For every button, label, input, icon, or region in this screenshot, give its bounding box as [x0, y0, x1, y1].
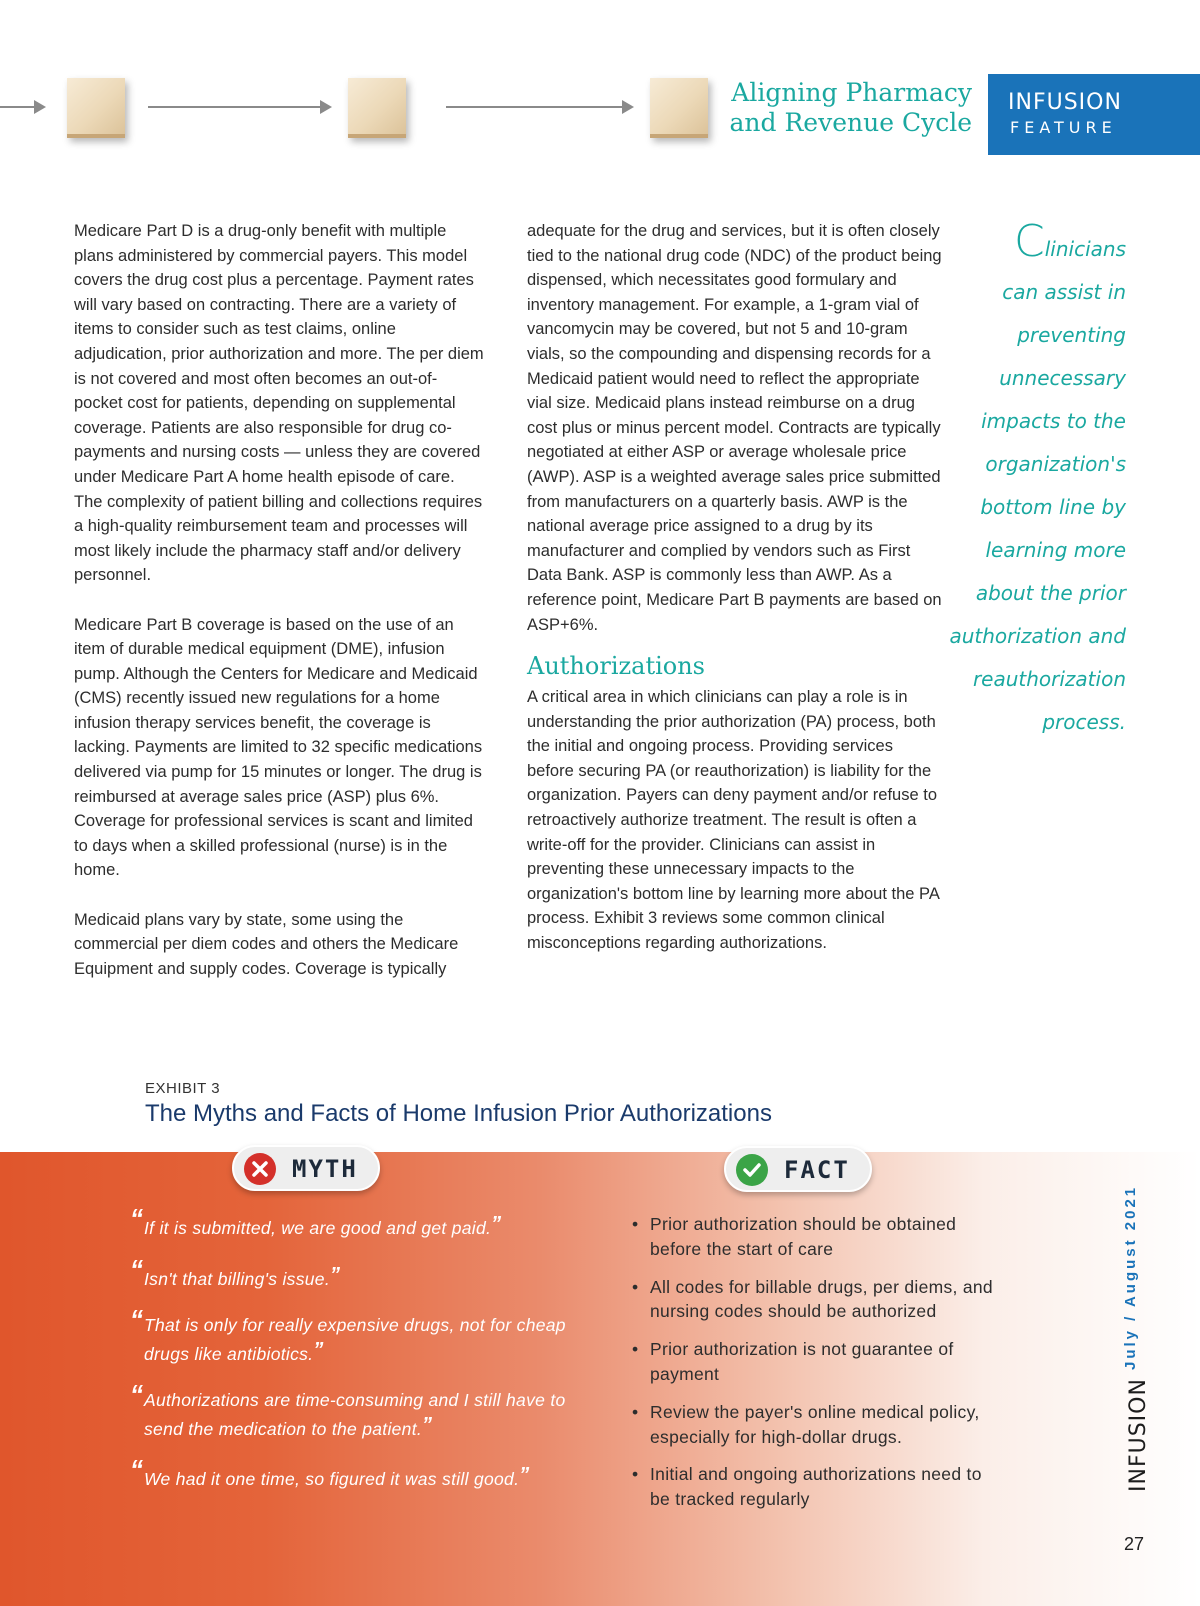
close-quote-icon: ” — [519, 1464, 530, 1486]
arrow-3 — [446, 106, 632, 108]
feature-title-line-2: and Revenue Cycle — [729, 108, 972, 137]
badge-brand: INFUSION — [1008, 90, 1122, 115]
feature-title — [730, 78, 972, 138]
badge-tag: FEATURE — [1010, 118, 1117, 137]
arrow-2 — [148, 106, 330, 108]
close-quote-icon: ” — [329, 1263, 341, 1286]
fact-item: • Prior authorization is not guarantee of payment — [630, 1337, 1000, 1387]
wood-block-1 — [67, 78, 125, 138]
close-quote-icon: ” — [491, 1213, 502, 1235]
paragraph-medicaid: Medicaid plans vary by state, some using the commercial per diem codes and others the Medicare Equipment and supply codes. Coverage is typically — [74, 910, 459, 978]
pull-quote-line-8: learning more — [985, 538, 1126, 562]
check-circle-icon — [736, 1154, 768, 1186]
page-number: 27 — [1124, 1534, 1145, 1554]
footer-brand: INFUSION — [1126, 1378, 1151, 1492]
myths-list — [130, 1203, 572, 1514]
myth-item: “ Isn't that billing's issue.” — [130, 1253, 341, 1289]
open-quote-icon: “ — [130, 1454, 144, 1484]
pull-quote-line-11: reauthorization — [972, 667, 1126, 691]
myth-item: “ We had it one time, so figured it was still good.” — [130, 1454, 530, 1489]
arrow-1 — [0, 106, 44, 108]
myth-item: “ Authorizations are time-consuming and I still have to send the medication to the patient.” — [130, 1379, 566, 1439]
infusion-feature-badge — [988, 74, 1200, 155]
facts-list — [630, 1212, 1000, 1525]
paragraph-medicare-part-b: Medicare Part B coverage is based on the use of an item of durable medical equipment (DME), infusion pump. Although the Centers for Medicare and Medicaid (CMS) recently issued new regulations for a home infusion therapy services benefit, the coverage is lacking. Payments are limited to 32 specific medications delivered via pump for 15 minutes or longer. The drug is reimbursed at average sales price (ASP) plus 6%. Coverage for professional services is scant and limited to days when a skilled professional (nurse) is in the home. — [74, 615, 483, 880]
fact-item: • All codes for billable drugs, per diems, and nursing codes should be authorized — [630, 1275, 1000, 1325]
feature-title-line-1: Aligning Pharmacy — [731, 78, 972, 107]
fact-item: • Initial and ongoing authorizations need to be tracked regularly — [630, 1462, 1000, 1512]
close-quote-icon: ” — [422, 1413, 433, 1436]
fact-label: FACT — [784, 1156, 850, 1184]
paragraph-medicare-part-d: Medicare Part D is a drug-only benefit with multiple plans administered by commercial payers. This model covers the drug cost plus a percentage. Payment rates will vary based on contracting. There are a variety of items to consider such as test claims, online adjudication, prior authorization and more. The per diem is not covered and most often becomes an out-of-pocket cost for patients, depending on supplemental coverage. Patients are also responsible for drug co-payments and nursing costs — unless they are covered under Medicare Part A home health episode of care. The complexity of patient billing and collections requires a high-quality reimbursement team and processes will most likely include the pharmacy staff and/or delivery personnel. — [74, 222, 484, 585]
pull-quote-line-4: unnecessary — [999, 366, 1126, 390]
section-heading-authorizations: Authorizations — [527, 652, 705, 681]
myth-item: “ That is only for really expensive drugs, not for cheap drugs like antibiotics.” — [130, 1304, 566, 1364]
paragraph-medicaid-continued: adequate for the drug and services, but it is often closely tied to the national drug code (NDC) of the product being dispensed, which necessitates good formulary and inventory management. For example, a 1-gram vial of vancomycin may be covered, but not 5 and 10-gram vials, so the compounding and dispensing records for a Medicaid patient would need to reflect the appropriate vial size. Medicaid plans instead reimburse on a drug cost plus or minus percent model. Contracts are typically negotiated at either ASP or average wholesale price (AWP). ASP is a weighted average sales price submitted from manufacturers on a quarterly basis. AWP is the national average price assigned to a drug by its manufacturer and complied by vendors such as First Data Bank. ASP is commonly less than AWP. As a reference point, Medicare Part B payments are based on ASP+6%. — [527, 222, 942, 634]
pull-quote-line-7: bottom line by — [980, 495, 1126, 519]
myth-label: MYTH — [292, 1155, 358, 1183]
open-quote-icon: “ — [130, 1379, 144, 1409]
x-circle-icon — [244, 1153, 276, 1185]
open-quote-icon: “ — [130, 1304, 144, 1334]
pull-quote-line-2: can assist in — [1002, 280, 1126, 304]
wood-block-3 — [650, 78, 708, 138]
pull-quote-line-9: about the prior — [975, 581, 1126, 605]
myth-header — [232, 1145, 380, 1191]
pull-quote-line-1: Clinicians — [1014, 216, 1126, 267]
pull-quote-line-10: authorization and — [949, 624, 1126, 648]
pull-quote-drop-letter: C — [1014, 216, 1045, 267]
issue-date: July / August 2021 — [1122, 1184, 1139, 1370]
pull-quote-line-5: impacts to the — [981, 409, 1126, 433]
pull-quote — [926, 216, 1126, 744]
pull-quote-line-12: process. — [1042, 710, 1126, 734]
exhibit-title: The Myths and Facts of Home Infusion Prior Authorizations — [145, 1100, 772, 1127]
paragraph-authorizations: A critical area in which clinicians can play a role is in understanding the prior authorization (PA) process, both the initial and ongoing process. Providing services before securing PA (or reauthorization) is liability for the organization. Payers can deny payment and/or refuse to retroactively authorize treatment. The result is often a write-off for the provider. Clinicians can assist in preventing these unnecessary impacts to the organization's bottom line by learning more about the PA process. Exhibit 3 reviews some common clinical misconceptions regarding authorizations. — [527, 688, 939, 953]
open-quote-icon: “ — [130, 1203, 144, 1233]
fact-header — [724, 1146, 872, 1192]
pull-quote-line-3: preventing — [1017, 323, 1126, 347]
left-column — [74, 219, 484, 1006]
myth-item: “ If it is submitted, we are good and get paid.” — [130, 1203, 502, 1238]
exhibit-label: EXHIBIT 3 — [145, 1080, 221, 1097]
middle-column — [527, 219, 942, 980]
open-quote-icon: “ — [130, 1253, 144, 1284]
close-quote-icon: ” — [313, 1338, 324, 1361]
wood-block-2 — [348, 78, 406, 138]
fact-item: • Review the payer's online medical policy, especially for high-dollar drugs. — [630, 1400, 1000, 1450]
pull-quote-line-6: organization's — [985, 452, 1126, 476]
fact-item: • Prior authorization should be obtained before the start of care — [630, 1212, 1000, 1262]
